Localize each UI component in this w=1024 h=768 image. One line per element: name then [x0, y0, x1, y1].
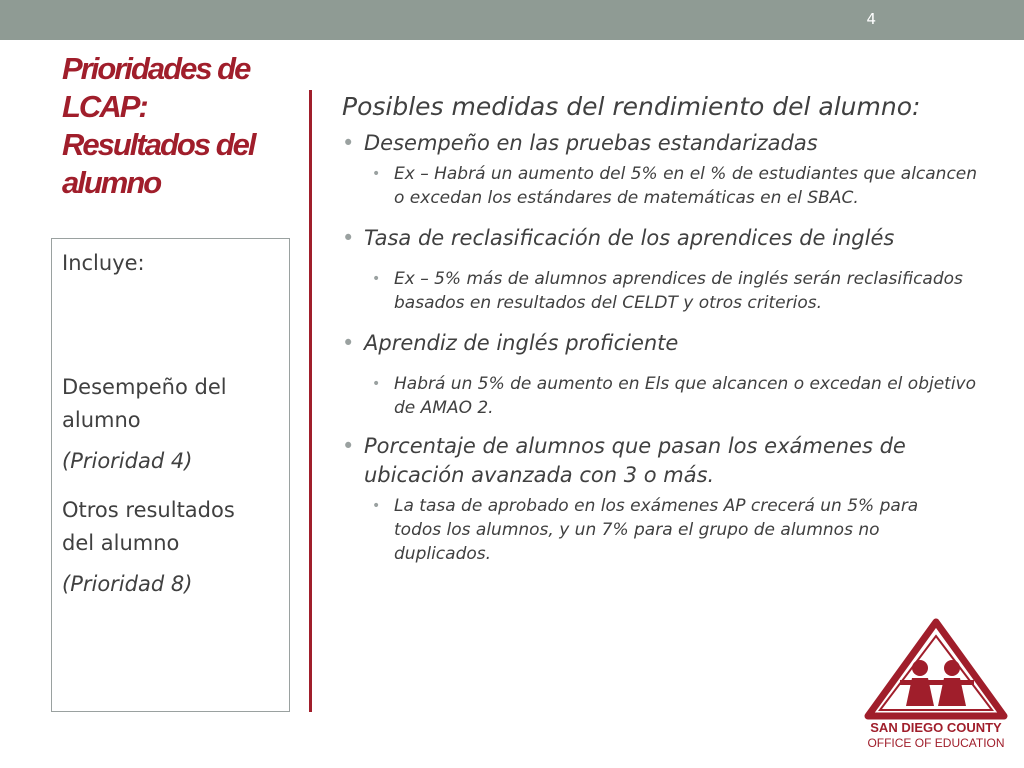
- sdcoe-emblem-icon: [862, 618, 1010, 720]
- slide-number: 4: [866, 10, 876, 28]
- sub-bullet-text: Ex – Habrá un aumento del 5% en el % de estudiantes que alcancen o excedan los estándares de matemáticas en el SBAC.: [394, 164, 978, 208]
- sub-bullet-standardized-tests: [372, 162, 982, 210]
- bullet-standardized-tests: [342, 129, 982, 158]
- priority-4-line1: Desempeño del: [62, 375, 227, 399]
- bullet-dot-icon: •: [342, 131, 355, 155]
- top-bar: [0, 0, 1024, 40]
- bullet-text: Aprendiz de inglés proficiente: [364, 331, 679, 355]
- title-line: Resultados del: [62, 127, 255, 162]
- bullet-text: Desempeño en las pruebas estandarizadas: [364, 131, 818, 155]
- sub-bullet-dot-icon: •: [372, 376, 381, 392]
- sub-bullet-text: Ex – 5% más de alumnos aprendices de inglés serán reclasificados basados en resultados del CELDT y otros criterios.: [394, 269, 963, 313]
- priority-8-line1: Otros resultados: [62, 498, 235, 522]
- bullet-reclassification: [342, 224, 982, 253]
- title-line: LCAP:: [62, 89, 147, 124]
- bullet-text: Tasa de reclasificación de los aprendices de inglés: [364, 226, 895, 250]
- vertical-divider: [309, 90, 312, 712]
- sub-bullet-dot-icon: •: [372, 498, 381, 514]
- sdcoe-logo: [862, 618, 1010, 756]
- priority-8-label: (Prioridad 8): [62, 572, 193, 596]
- bullet-ap-exams: [342, 432, 982, 490]
- sub-bullet-text: Habrá un 5% de aumento en Els que alcancen o excedan el objetivo de AMAO 2.: [394, 374, 977, 418]
- includes-label: Incluye:: [62, 251, 145, 275]
- priority-8-line2: del alumno: [62, 531, 180, 555]
- logo-text-office: OFFICE OF EDUCATION: [867, 736, 1005, 750]
- content-area: [342, 90, 982, 566]
- content-heading: Posibles medidas del rendimiento del alumno:: [342, 92, 921, 121]
- title-line: alumno: [62, 165, 161, 200]
- sub-bullet-dot-icon: •: [372, 271, 381, 287]
- bullet-english-proficient: [342, 329, 982, 358]
- slide-title: [62, 50, 292, 202]
- logo-text-county: SAN DIEGO COUNTY: [870, 720, 1002, 735]
- sub-bullet-dot-icon: •: [372, 166, 381, 182]
- sub-bullet-reclassification: [372, 267, 982, 315]
- includes-box: [51, 238, 290, 712]
- bullet-dot-icon: •: [342, 434, 355, 458]
- bullet-text: Porcentaje de alumnos que pasan los exámenes de ubicación avanzada con 3 o más.: [364, 434, 906, 487]
- bullet-dot-icon: •: [342, 331, 355, 355]
- sub-bullet-text: La tasa de aprobado en los exámenes AP crecerá un 5% para todos los alumnos, y un 7% para el grupo de alumnos no duplicados.: [394, 496, 919, 564]
- sub-bullet-english-proficient: [372, 372, 982, 420]
- sub-bullet-ap-exams: [372, 494, 954, 566]
- title-line: Prioridades de: [62, 51, 250, 86]
- bullet-dot-icon: •: [342, 226, 355, 250]
- priority-4-label: (Prioridad 4): [62, 449, 193, 473]
- priority-4-line2: alumno: [62, 408, 141, 432]
